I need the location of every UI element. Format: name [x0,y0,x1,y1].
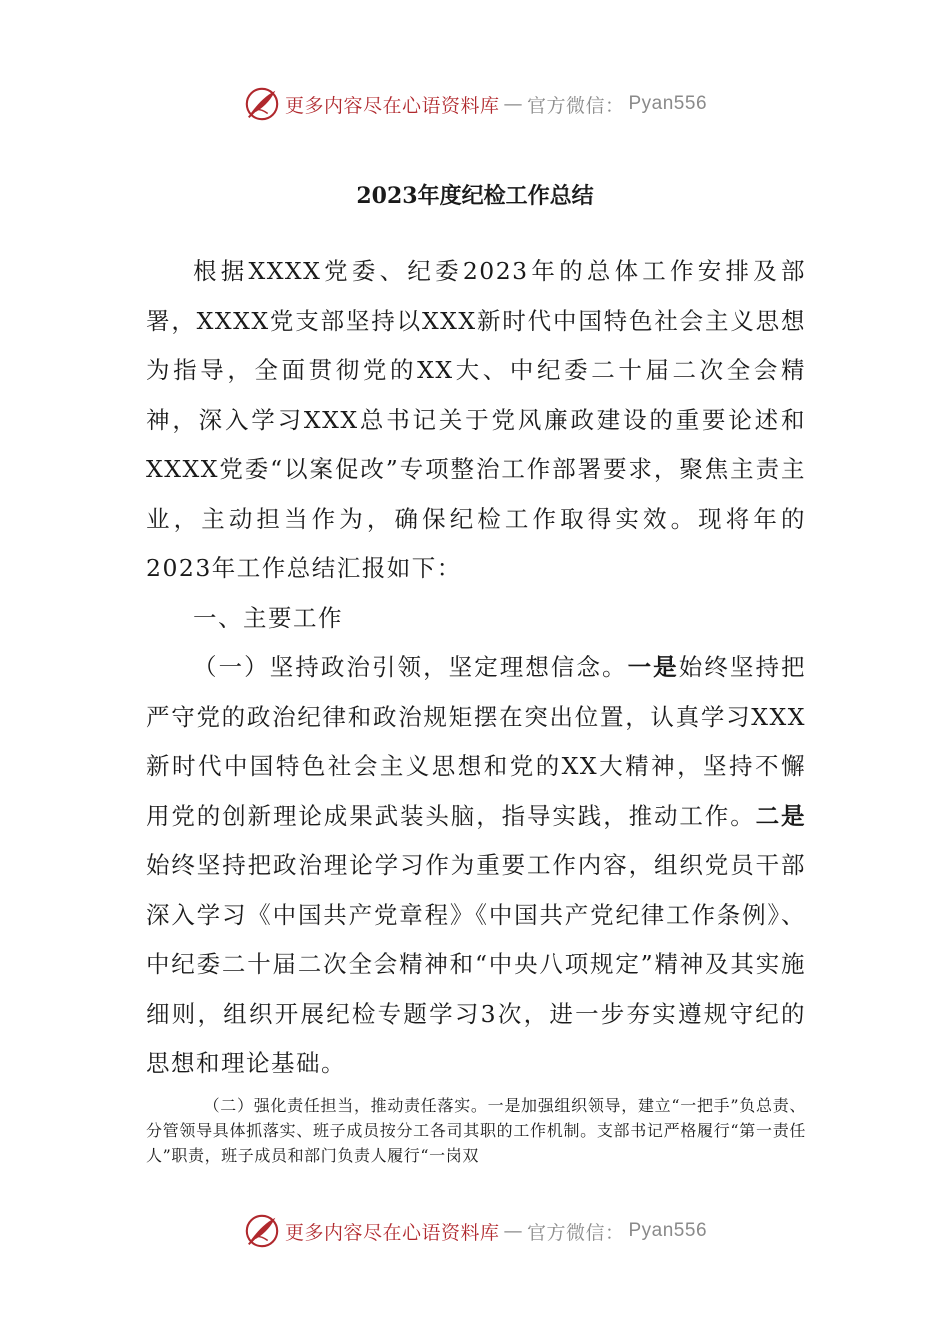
watermark-wechat-id: Pyan556 [628,93,708,114]
point-one-text: 始终坚持把严守党的政治纪律和政治规矩摆在突出位置，认真学习XXX新时代中国特色社会主义思想和党的XX大精神，坚持不懈用党的创新理论成果武装头脑，指导实践，推动工作。 [146,653,807,830]
document-body [146,247,806,1089]
watermark-dash: — [503,93,523,115]
intro-paragraph: 根据XXXX党委、纪委2023年的总体工作安排及部署，XXXX党支部坚持以XXX新时代中国特色社会主义思想为指导，全面贯彻党的XX大、中纪委二十届二次全会精神，深入学习XXX总书记关于党风廉政建设的重要论述和XXXX党委“以案促改”专项整治工作部署要求，聚焦主责主业，主动担当作为，确保纪检工作取得实效。现将年的2023年工作总结汇报如下： [146,257,806,582]
point-two-marker: 二是 [755,801,807,830]
section-two-paragraph: （二）强化责任担当，推动责任落实。一是加强组织领导，建立“一把手”负总责、分管领导具体抓落实、班子成员按分工各司其职的工作机制。支部书记严格履行“第一责任人”职责，班子成员和部门负责人履行“一岗双 [146,1096,806,1165]
watermark-wechat-label: 官方微信： [526,1221,625,1244]
watermark-wechat-label: 官方微信： [526,94,625,117]
section-heading-main-work: 一、主要工作 [193,603,343,632]
section-one-lead: （一）坚持政治引领，坚定理想信念。 [193,653,628,681]
feather-pen-logo-icon [243,85,281,123]
watermark-site-name: 更多内容尽在心语资料库 [284,94,500,117]
document-title: 2023年度纪检工作总结 [356,183,594,209]
feather-pen-logo-icon [243,1212,281,1250]
watermark-site-name: 更多内容尽在心语资料库 [284,1221,500,1244]
watermark-footer [0,1209,950,1253]
watermark-dash: — [503,1220,523,1242]
watermark-wechat-id: Pyan556 [628,1220,708,1241]
section-one-paragraph [146,643,806,1089]
point-two-text: 始终坚持把政治理论学习作为重要工作内容，组织党员干部深入学习《中国共产党章程》《中国共产党纪律工作条例》、中纪委二十届二次全会精神和“中央八项规定”精神及其实施细则，组织开展纪检专题学习3次，进一步夯实遵规守纪的思想和理论基础。 [146,851,806,1077]
watermark-header [0,82,950,126]
point-one-marker: 一是 [627,653,679,681]
